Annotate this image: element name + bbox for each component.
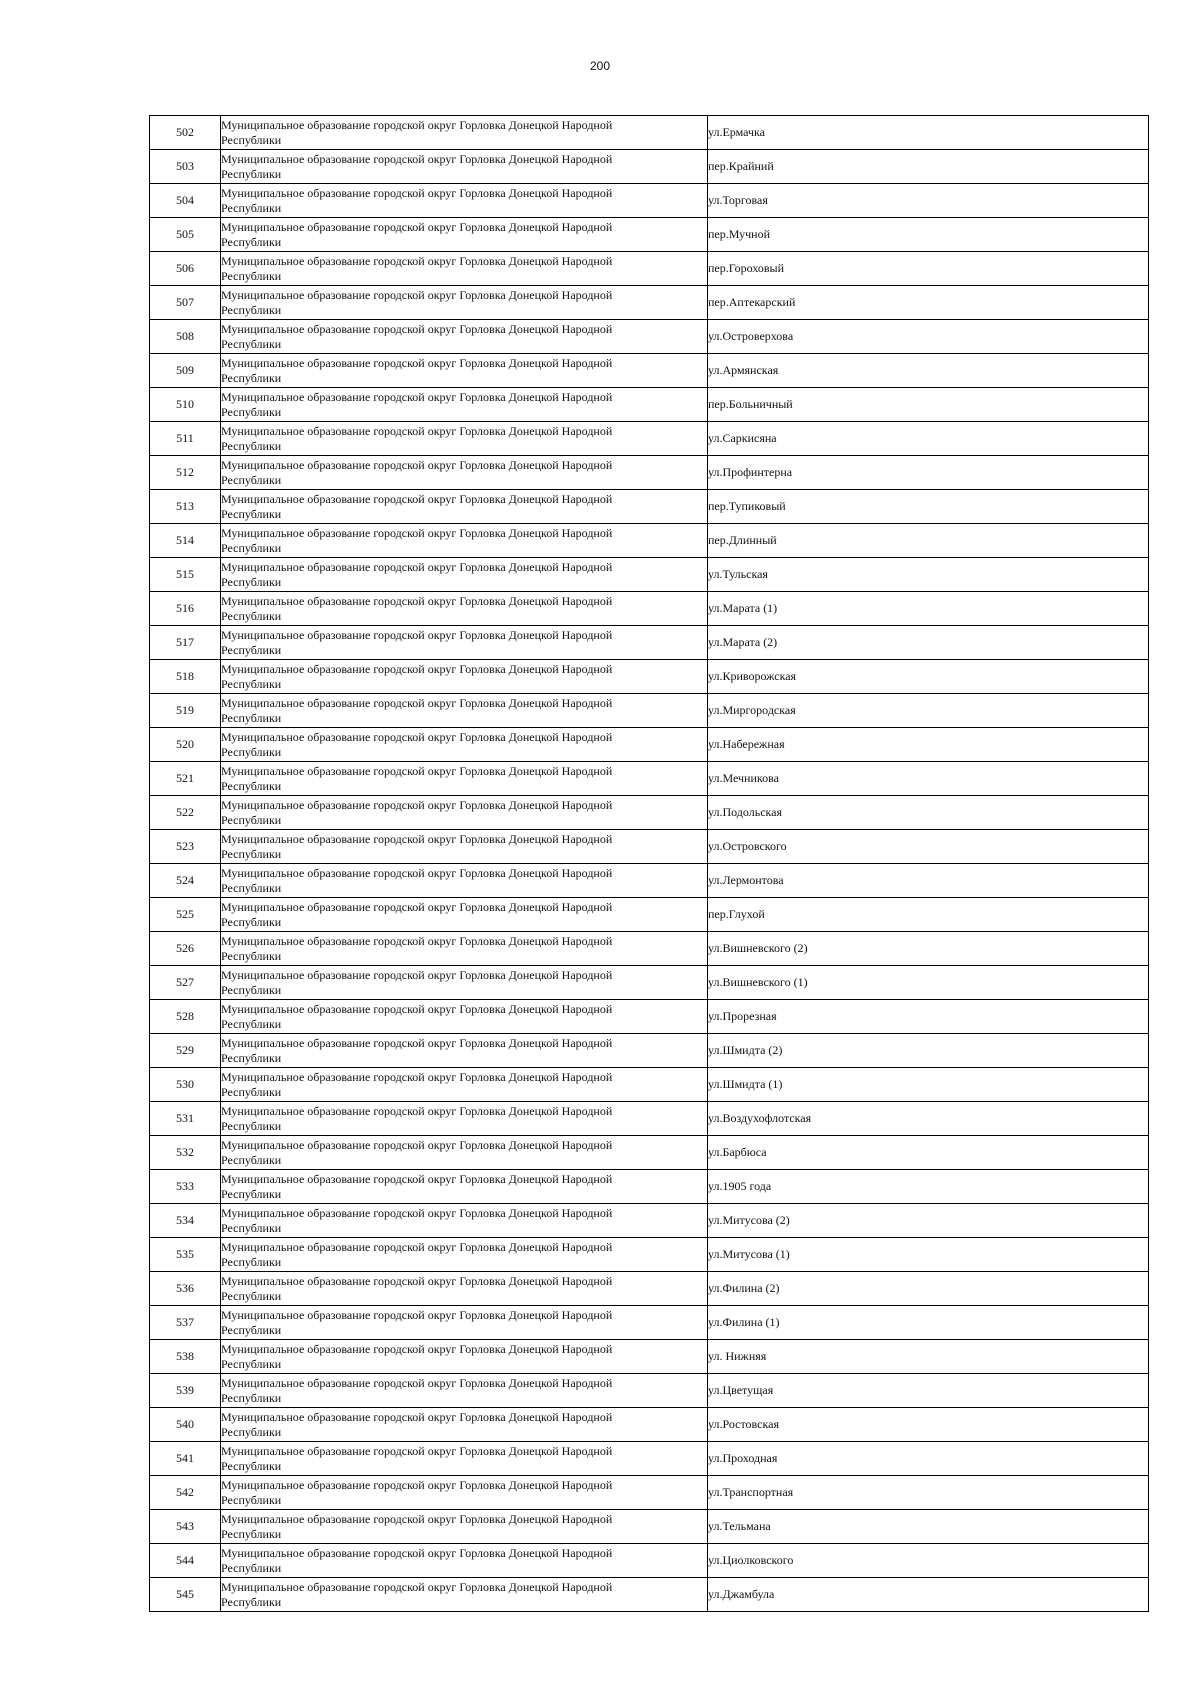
municipality-cell [221, 422, 708, 456]
row-number: 524 [150, 864, 221, 898]
row-number: 504 [150, 184, 221, 218]
municipality-line-2: Республики [221, 1186, 282, 1201]
municipality-line-1: Муниципальное образование городской округ Горловка Донецкой Народной [221, 695, 613, 710]
row-number: 545 [150, 1578, 221, 1612]
table-row [150, 932, 1149, 966]
row-number: 539 [150, 1374, 221, 1408]
municipality-line-2: Республики [221, 234, 282, 249]
municipality-cell [221, 1374, 708, 1408]
municipality-cell [221, 966, 708, 1000]
street-name: пер.Крайний [708, 150, 1149, 184]
municipality-line-1: Муниципальное образование городской округ Горловка Донецкой Народной [221, 117, 613, 132]
street-name: ул.Митусова (1) [708, 1238, 1149, 1272]
street-name: ул.1905 года [708, 1170, 1149, 1204]
municipality-line-1: Муниципальное образование городской округ Горловка Донецкой Народной [221, 287, 613, 302]
row-number: 534 [150, 1204, 221, 1238]
municipality-line-1: Муниципальное образование городской округ Горловка Донецкой Народной [221, 661, 613, 676]
municipality-cell [221, 1238, 708, 1272]
municipality-cell [221, 660, 708, 694]
municipality-cell [221, 796, 708, 830]
street-name: ул.Набережная [708, 728, 1149, 762]
street-name: пер.Аптекарский [708, 286, 1149, 320]
municipality-line-1: Муниципальное образование городской округ Горловка Донецкой Народной [221, 1579, 613, 1594]
municipality-line-1: Муниципальное образование городской округ Горловка Донецкой Народной [221, 1103, 613, 1118]
municipality-line-2: Республики [221, 778, 282, 793]
table-row [150, 558, 1149, 592]
municipality-cell [221, 1306, 708, 1340]
municipality-cell [221, 932, 708, 966]
municipality-line-1: Муниципальное образование городской округ Горловка Донецкой Народной [221, 1137, 613, 1152]
table-row [150, 592, 1149, 626]
municipality-cell [221, 1340, 708, 1374]
municipality-line-2: Республики [221, 676, 282, 691]
municipality-line-2: Республики [221, 1288, 282, 1303]
municipality-line-1: Муниципальное образование городской округ Горловка Донецкой Народной [221, 1409, 613, 1424]
row-number: 507 [150, 286, 221, 320]
row-number: 533 [150, 1170, 221, 1204]
table-row [150, 1000, 1149, 1034]
street-name: ул.Цветущая [708, 1374, 1149, 1408]
row-number: 522 [150, 796, 221, 830]
municipality-line-1: Муниципальное образование городской округ Горловка Донецкой Народной [221, 1239, 613, 1254]
municipality-line-1: Муниципальное образование городской округ Горловка Донецкой Народной [221, 1273, 613, 1288]
table-row [150, 1306, 1149, 1340]
municipality-line-2: Республики [221, 1594, 282, 1609]
street-name: пер.Гороховый [708, 252, 1149, 286]
municipality-line-1: Муниципальное образование городской округ Горловка Донецкой Народной [221, 831, 613, 846]
municipality-line-2: Республики [221, 370, 282, 385]
municipality-line-2: Республики [221, 574, 282, 589]
street-name: ул.Криворожская [708, 660, 1149, 694]
municipality-line-2: Республики [221, 506, 282, 521]
row-number: 508 [150, 320, 221, 354]
municipality-line-1: Муниципальное образование городской округ Горловка Донецкой Народной [221, 559, 613, 574]
municipality-line-1: Муниципальное образование городской округ Горловка Донецкой Народной [221, 253, 613, 268]
row-number: 537 [150, 1306, 221, 1340]
table-row [150, 1544, 1149, 1578]
municipality-line-2: Республики [221, 132, 282, 147]
street-name: ул.Тельмана [708, 1510, 1149, 1544]
row-number: 544 [150, 1544, 221, 1578]
municipality-line-1: Муниципальное образование городской округ Горловка Донецкой Народной [221, 593, 613, 608]
street-name: ул.Джамбула [708, 1578, 1149, 1612]
table-row [150, 354, 1149, 388]
table-row [150, 1102, 1149, 1136]
row-number: 526 [150, 932, 221, 966]
street-name: пер.Больничный [708, 388, 1149, 422]
municipality-line-2: Республики [221, 1254, 282, 1269]
table-row [150, 1408, 1149, 1442]
municipality-line-2: Республики [221, 982, 282, 997]
municipality-line-2: Республики [221, 1356, 282, 1371]
municipality-cell [221, 1510, 708, 1544]
row-number: 519 [150, 694, 221, 728]
street-name: ул.Филина (1) [708, 1306, 1149, 1340]
municipality-line-2: Республики [221, 1322, 282, 1337]
row-number: 527 [150, 966, 221, 1000]
municipality-line-1: Муниципальное образование городской округ Горловка Донецкой Народной [221, 1511, 613, 1526]
row-number: 514 [150, 524, 221, 558]
municipality-line-2: Республики [221, 642, 282, 657]
municipality-line-1: Муниципальное образование городской округ Горловка Донецкой Народной [221, 627, 613, 642]
street-name: ул.Островского [708, 830, 1149, 864]
street-name: ул.Саркисяна [708, 422, 1149, 456]
table-row [150, 490, 1149, 524]
row-number: 506 [150, 252, 221, 286]
row-number: 511 [150, 422, 221, 456]
municipality-line-1: Муниципальное образование городской округ Горловка Донецкой Народной [221, 355, 613, 370]
municipality-cell [221, 354, 708, 388]
municipality-cell [221, 1204, 708, 1238]
municipality-line-1: Муниципальное образование городской округ Горловка Донецкой Народной [221, 933, 613, 948]
municipality-line-2: Республики [221, 404, 282, 419]
municipality-line-1: Муниципальное образование городской округ Горловка Донецкой Народной [221, 1171, 613, 1186]
street-name: пер.Глухой [708, 898, 1149, 932]
row-number: 525 [150, 898, 221, 932]
table-row [150, 252, 1149, 286]
table-row [150, 1238, 1149, 1272]
municipality-cell [221, 864, 708, 898]
street-name: ул.Филина (2) [708, 1272, 1149, 1306]
municipality-line-2: Республики [221, 302, 282, 317]
table-row [150, 830, 1149, 864]
row-number: 542 [150, 1476, 221, 1510]
row-number: 535 [150, 1238, 221, 1272]
row-number: 502 [150, 116, 221, 150]
municipality-line-2: Республики [221, 1084, 282, 1099]
table-row [150, 218, 1149, 252]
municipality-cell [221, 218, 708, 252]
municipality-cell [221, 898, 708, 932]
row-number: 532 [150, 1136, 221, 1170]
municipality-line-2: Республики [221, 1390, 282, 1405]
row-number: 531 [150, 1102, 221, 1136]
table-row [150, 1170, 1149, 1204]
row-number: 518 [150, 660, 221, 694]
municipality-cell [221, 320, 708, 354]
municipality-line-2: Республики [221, 438, 282, 453]
municipality-line-1: Муниципальное образование городской округ Горловка Донецкой Народной [221, 525, 613, 540]
municipality-line-2: Республики [221, 1424, 282, 1439]
municipality-line-2: Республики [221, 608, 282, 623]
street-name: ул.Барбюса [708, 1136, 1149, 1170]
municipality-cell [221, 1068, 708, 1102]
municipality-cell [221, 1476, 708, 1510]
municipality-line-2: Республики [221, 166, 282, 181]
municipality-line-2: Республики [221, 200, 282, 215]
street-name: ул.Тульская [708, 558, 1149, 592]
street-name: ул. Нижняя [708, 1340, 1149, 1374]
municipality-line-2: Республики [221, 1492, 282, 1507]
row-number: 529 [150, 1034, 221, 1068]
municipality-line-2: Республики [221, 1458, 282, 1473]
row-number: 540 [150, 1408, 221, 1442]
municipality-cell [221, 524, 708, 558]
municipality-line-2: Республики [221, 268, 282, 283]
municipality-line-1: Муниципальное образование городской округ Горловка Донецкой Народной [221, 967, 613, 982]
page-number: 200 [589, 59, 611, 73]
street-name: пер.Мучной [708, 218, 1149, 252]
municipality-line-1: Муниципальное образование городской округ Горловка Донецкой Народной [221, 1477, 613, 1492]
municipality-line-2: Республики [221, 1560, 282, 1575]
row-number: 523 [150, 830, 221, 864]
municipality-line-1: Муниципальное образование городской округ Горловка Донецкой Народной [221, 389, 613, 404]
municipality-cell [221, 762, 708, 796]
municipality-line-1: Муниципальное образование городской округ Горловка Донецкой Народной [221, 1205, 613, 1220]
municipality-line-1: Муниципальное образование городской округ Горловка Донецкой Народной [221, 865, 613, 880]
street-name: ул.Армянская [708, 354, 1149, 388]
municipality-cell [221, 592, 708, 626]
table-row [150, 796, 1149, 830]
table-row [150, 1068, 1149, 1102]
street-name: ул.Марата (2) [708, 626, 1149, 660]
table-row [150, 116, 1149, 150]
municipality-cell [221, 728, 708, 762]
row-number: 528 [150, 1000, 221, 1034]
street-name: ул.Марата (1) [708, 592, 1149, 626]
street-registry-table [149, 115, 1149, 1612]
table-row [150, 1476, 1149, 1510]
row-number: 505 [150, 218, 221, 252]
table-row [150, 320, 1149, 354]
street-name: ул.Вишневского (1) [708, 966, 1149, 1000]
street-name: ул.Лермонтова [708, 864, 1149, 898]
municipality-line-2: Республики [221, 846, 282, 861]
street-name: ул.Миргородская [708, 694, 1149, 728]
municipality-line-2: Республики [221, 1220, 282, 1235]
municipality-line-1: Муниципальное образование городской округ Горловка Донецкой Народной [221, 1069, 613, 1084]
municipality-line-1: Муниципальное образование городской округ Горловка Донецкой Народной [221, 1341, 613, 1356]
street-name: ул.Вишневского (2) [708, 932, 1149, 966]
street-name: ул.Проходная [708, 1442, 1149, 1476]
municipality-line-1: Муниципальное образование городской округ Горловка Донецкой Народной [221, 1443, 613, 1458]
municipality-line-1: Муниципальное образование городской округ Горловка Донецкой Народной [221, 1375, 613, 1390]
table-row [150, 150, 1149, 184]
municipality-line-1: Муниципальное образование городской округ Горловка Донецкой Народной [221, 1035, 613, 1050]
table-row [150, 1374, 1149, 1408]
municipality-cell [221, 252, 708, 286]
municipality-line-1: Муниципальное образование городской округ Горловка Донецкой Народной [221, 1307, 613, 1322]
street-name: ул.Митусова (2) [708, 1204, 1149, 1238]
municipality-cell [221, 388, 708, 422]
table-row [150, 864, 1149, 898]
table-row [150, 1034, 1149, 1068]
municipality-line-2: Республики [221, 336, 282, 351]
municipality-cell [221, 558, 708, 592]
row-number: 512 [150, 456, 221, 490]
municipality-line-2: Республики [221, 948, 282, 963]
municipality-line-1: Муниципальное образование городской округ Горловка Донецкой Народной [221, 899, 613, 914]
row-number: 517 [150, 626, 221, 660]
municipality-cell [221, 1544, 708, 1578]
table-row [150, 1510, 1149, 1544]
municipality-cell [221, 184, 708, 218]
row-number: 530 [150, 1068, 221, 1102]
table-row [150, 524, 1149, 558]
street-name: ул.Торговая [708, 184, 1149, 218]
municipality-cell [221, 490, 708, 524]
row-number: 520 [150, 728, 221, 762]
table-row [150, 1272, 1149, 1306]
table-row [150, 286, 1149, 320]
table-row [150, 626, 1149, 660]
street-name: ул.Воздухофлотская [708, 1102, 1149, 1136]
table-row [150, 1136, 1149, 1170]
row-number: 503 [150, 150, 221, 184]
street-name: ул.Ростовская [708, 1408, 1149, 1442]
row-number: 510 [150, 388, 221, 422]
municipality-line-2: Республики [221, 1152, 282, 1167]
table-row [150, 422, 1149, 456]
municipality-cell [221, 830, 708, 864]
municipality-line-2: Республики [221, 710, 282, 725]
municipality-cell [221, 150, 708, 184]
municipality-cell [221, 1272, 708, 1306]
municipality-line-1: Муниципальное образование городской округ Горловка Донецкой Народной [221, 423, 613, 438]
municipality-cell [221, 1034, 708, 1068]
municipality-cell [221, 1408, 708, 1442]
table-row [150, 1578, 1149, 1612]
table-body [150, 116, 1149, 1612]
municipality-line-1: Муниципальное образование городской округ Горловка Донецкой Народной [221, 729, 613, 744]
municipality-line-2: Республики [221, 1016, 282, 1031]
row-number: 521 [150, 762, 221, 796]
table-row [150, 1340, 1149, 1374]
municipality-line-1: Муниципальное образование городской округ Горловка Донецкой Народной [221, 491, 613, 506]
municipality-cell [221, 1136, 708, 1170]
municipality-line-1: Муниципальное образование городской округ Горловка Донецкой Народной [221, 321, 613, 336]
table-row [150, 660, 1149, 694]
street-name: ул.Ермачка [708, 116, 1149, 150]
table-row [150, 388, 1149, 422]
municipality-line-1: Муниципальное образование городской округ Горловка Донецкой Народной [221, 151, 613, 166]
municipality-line-1: Муниципальное образование городской округ Горловка Донецкой Народной [221, 797, 613, 812]
municipality-cell [221, 116, 708, 150]
municipality-line-1: Муниципальное образование городской округ Горловка Донецкой Народной [221, 763, 613, 778]
row-number: 543 [150, 1510, 221, 1544]
table-row [150, 898, 1149, 932]
row-number: 509 [150, 354, 221, 388]
table-row [150, 762, 1149, 796]
row-number: 536 [150, 1272, 221, 1306]
table-row [150, 694, 1149, 728]
street-name: ул.Прорезная [708, 1000, 1149, 1034]
municipality-line-1: Муниципальное образование городской округ Горловка Донецкой Народной [221, 219, 613, 234]
table-row [150, 966, 1149, 1000]
street-name: пер.Длинный [708, 524, 1149, 558]
municipality-cell [221, 1578, 708, 1612]
table-row [150, 728, 1149, 762]
municipality-line-2: Республики [221, 744, 282, 759]
municipality-line-2: Республики [221, 1526, 282, 1541]
municipality-cell [221, 1000, 708, 1034]
street-name: ул.Транспортная [708, 1476, 1149, 1510]
municipality-line-2: Республики [221, 1118, 282, 1133]
municipality-line-2: Республики [221, 472, 282, 487]
table-row [150, 184, 1149, 218]
municipality-line-1: Муниципальное образование городской округ Горловка Донецкой Народной [221, 457, 613, 472]
municipality-line-1: Муниципальное образование городской округ Горловка Донецкой Народной [221, 185, 613, 200]
municipality-cell [221, 456, 708, 490]
table-row [150, 456, 1149, 490]
municipality-cell [221, 286, 708, 320]
municipality-cell [221, 694, 708, 728]
municipality-line-2: Республики [221, 540, 282, 555]
street-name: ул.Шмидта (1) [708, 1068, 1149, 1102]
municipality-line-2: Республики [221, 1050, 282, 1065]
table-row [150, 1442, 1149, 1476]
street-name: ул.Подольская [708, 796, 1149, 830]
municipality-cell [221, 1170, 708, 1204]
municipality-line-2: Республики [221, 812, 282, 827]
table-row [150, 1204, 1149, 1238]
municipality-line-2: Республики [221, 880, 282, 895]
municipality-line-1: Муниципальное образование городской округ Горловка Донецкой Народной [221, 1545, 613, 1560]
municipality-cell [221, 1442, 708, 1476]
street-name: ул.Шмидта (2) [708, 1034, 1149, 1068]
street-name: ул.Мечникова [708, 762, 1149, 796]
municipality-line-1: Муниципальное образование городской округ Горловка Донецкой Народной [221, 1001, 613, 1016]
municipality-cell [221, 1102, 708, 1136]
municipality-line-2: Республики [221, 914, 282, 929]
municipality-cell [221, 626, 708, 660]
street-name: ул.Циолковского [708, 1544, 1149, 1578]
row-number: 513 [150, 490, 221, 524]
row-number: 541 [150, 1442, 221, 1476]
row-number: 515 [150, 558, 221, 592]
row-number: 538 [150, 1340, 221, 1374]
street-name: ул.Островерхова [708, 320, 1149, 354]
street-name: пер.Тупиковый [708, 490, 1149, 524]
street-name: ул.Профинтерна [708, 456, 1149, 490]
row-number: 516 [150, 592, 221, 626]
